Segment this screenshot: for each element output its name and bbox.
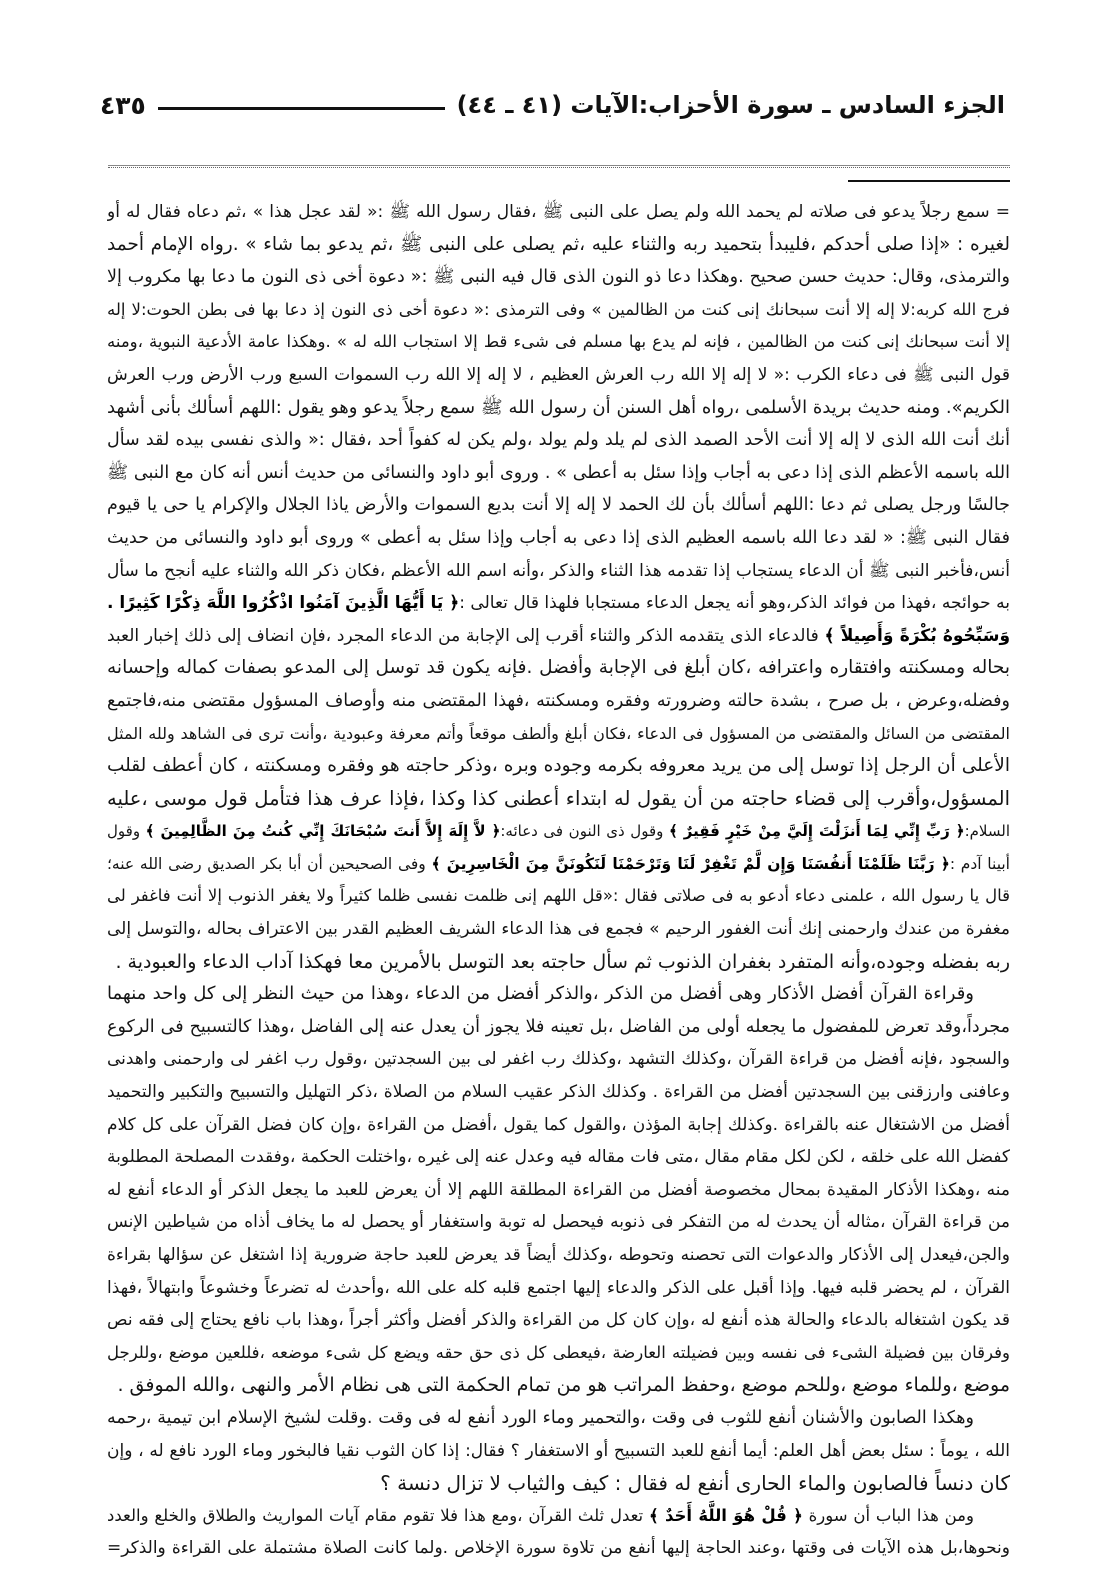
page-number: ٤٣٥	[100, 90, 146, 120]
text-line: ربه بفضله وجوده،وأنه المتفرد بغفران الذنوب ثم سأل حاجته بعد التوسل بالأمرين معا فهكذا آداب الدعاء والعبودية .	[115, 950, 1010, 973]
quran-verse: ﴿ لاَّ إِلَهَ إِلاَّ أَنتَ سُبْحَانَكَ إِنِّي كُنتُ مِنَ الظَّالِمِينَ ﴾	[145, 822, 501, 841]
text-line	[107, 848, 1010, 881]
text-line: مغفرة من عندك وارحمنى إنك أنت الغفور الرحيم » فجمع فى هذا الدعاء الشريف العظيم القدر بين الاعتراف بحاله ،والتوسل إلى	[107, 919, 1010, 940]
text-line: جالسًا ورجل يصلى ثم دعا :اللهم أسألك بأن لك الحمد لا إله إلا أنت بديع السموات والأرض ياذا الجلال والإكرام يا حى يا قيوم	[107, 495, 1010, 516]
text-line: فرج الله كربه:لا إله إلا أنت سبحانك إنى كنت من الظالمين » وفى الترمذى :« دعوة أخى ذى النون إذ دعا بها فى بطن الحوت:لا إله	[107, 299, 1010, 319]
text-line: المقتضى من السائل والمقتضى من المسؤول فى الدعاء ،فكان أبلغ وألطف موقعاً وأتم معرفة وعبودية ،وأنت ترى فى الشاهد ولله المثل	[107, 723, 1010, 743]
text-line: كفضل الله على خلقه ، لكن لكل مقام مقال ،متى فات مقاله فيه وعدل عنه إلى غيره ،واختلت الحكمة ،وفقدت المصلحة المطلوبة	[107, 1147, 1010, 1168]
quran-verse: وَسَبِّحُوهُ بُكْرَةً وَأَصِيلاً ﴾	[824, 625, 1010, 646]
top-rule	[108, 165, 1010, 168]
text-line: الله باسمه الأعظم الذى إذا دعى به أجاب وإذا سئل به أعطى » . وروى أبو داود والنسائى من حديث أنس أنه كان مع النبى ﷺ	[107, 462, 1010, 483]
text-segment: ومن هذا الباب أن سورة	[802, 1505, 974, 1525]
header-rule	[158, 107, 445, 110]
text-line: قد يكون اشتغاله بالدعاء والحالة هذه أنفع له ،وإن كان كل من القراءة والذكر أفضل وأكثر أجراً ،وهذا باب نافع يحتاج إلى فقه نص	[107, 1310, 1010, 1331]
quran-verse: ﴿ رَبِّ إِنِّي لِمَا أَنزَلْتَ إِلَيَّ مِنْ خَيْرٍ فَقِيرٌ ﴾	[668, 822, 965, 841]
text-line: قول النبى ﷺ فى دعاء الكرب :« لا إله إلا الله رب العرش العظيم ، لا إله إلا الله رب السموات السبع ورب الأرض ورب العرش	[107, 364, 1010, 385]
text-line: منه ،وهكذا الأذكار المقيدة بمحال مخصوصة أفضل من القراءة المطلقة اللهم إلا أن يعرض للعبد ما يجعل الذكر أو الدعاء أنفع له	[107, 1179, 1010, 1200]
text-line: كان دنساً فالصابون والماء الحارى أنفع له فقال : كيف والثياب لا تزال دنسة ؟	[380, 1471, 1010, 1496]
text-line: الأعلى أن الرجل إذا توسل إلى من يريد معروفه بكرمه وجوده وبره ،وذكر حاجته هو وفقره ومسكنته ، كان أعطف لقلب	[107, 755, 1010, 777]
running-title: الجزء السادس ـ سورة الأحزاب:الآيات (٤١ ـ ٤٤)	[456, 91, 1005, 119]
text-line: وفضله،وعرض ، بل صرح ، بشدة حالته وضرورته وفقره ومسكنته ،فهذا المقتضى منه وأوصاف المسؤول مقتضى منه،فاجتمع	[107, 690, 1010, 711]
text-line: مجرداً،وقد تعرض للمفضول ما يجعله أولى من الفاضل ،بل تعينه فلا يجوز أن يعدل عنه إلى الفاضل ،وهذا كالتسبيح فى الركوع	[107, 1016, 1010, 1037]
quran-verse: ﴿ قُلْ هُوَ اللَّهُ أَحَدٌ ﴾	[648, 1505, 803, 1525]
text-line	[107, 1500, 1010, 1533]
text-line: فقال النبى ﷺ: « لقد دعا الله باسمه العظيم الذى إذا دعى به أجاب وإذا سئل به أعطى » وروى أبو داود والنسائى من حديث	[107, 527, 1010, 548]
text-line: = سمع رجلاً يدعو فى صلاته لم يحمد الله ولم يصل على النبى ﷺ ،فقال رسول الله ﷺ :« لقد عجل هذا » ،ثم دعاه فقال له أو	[107, 202, 1010, 222]
text-segment: تعدل ثلث القرآن ،ومع هذا فلا تقوم مقام آيات المواريث والطلاق والخلع والعدد	[107, 1505, 649, 1525]
text-line: أنك أنت الله الذى لا إله إلا أنت الأحد الصمد الذى لم يلد ولم يولد ،ولم يكن له كفواً أحد ،فقال :« والذى نفسى بيده لقد سأل	[107, 430, 1010, 451]
text-segment: وفى الصحيحين أن أبا بكر الصديق رضى الله عنه؛	[107, 854, 432, 873]
text-line: إلا أنت سبحانك إنى كنت من الظالمين ، فإنه لم يدع بها مسلم فى شىء قط إلا استجاب الله له » .وهكذا عامة الأدعية النبوية ،ومنه	[107, 332, 1010, 352]
quran-verse: ﴿ يَا أَيُّهَا الَّذِينَ آمَنُوا اذْكُرُوا اللَّهَ ذِكْرًا كَثِيرًا .	[107, 593, 460, 614]
text-line: وهكذا الصابون والأشنان أنفع للثوب فى وقت ،والتحمير وماء الورد أنفع له فى وقت .وقلت لشيخ الإسلام ابن تيمية ،رحمه	[107, 1407, 974, 1428]
text-segment: أبينا آدم :	[949, 854, 1010, 873]
page-header	[100, 84, 1005, 126]
quran-verse: ﴿ رَبَّنَا ظَلَمْنَا أَنفُسَنَا وَإِن لَّمْ تَغْفِرْ لَنَا وَتَرْحَمْنَا لَنَكُونَنَّ مِنَ الْخَاسِرِينَ ﴾	[431, 854, 950, 873]
text-line	[107, 620, 1010, 653]
text-line: المسؤول،وأقرب إلى قضاء حاجته من أن يقول له ابتداء أعطنى كذا وكذا ،فإذا عرف هذا فتأمل قول موسى ،عليه	[107, 786, 1010, 810]
text-line: وقراءة القرآن أفضل الأذكار وهى أفضل من الذكر ،والذكر أفضل من الدعاء ،وهذا من حيث النظر إلى كل واحد منهما	[107, 983, 974, 1005]
text-line	[107, 815, 1010, 848]
text-line: قال يا رسول الله ، علمنى دعاء أدعو به فى صلاتى فقال :«قل اللهم إنى ظلمت نفسى ظلما كثيراً ولا يغفر الذنوب إلا أنت فاغفر لى	[107, 886, 1010, 906]
text-line: والسجود ،فإنه أفضل من قراءة القرآن ،وكذلك التشهد ،وكذلك رب اغفر لى بين السجدتين ،وقول رب اغفر لى وارحمنى واهدنى	[107, 1049, 1010, 1070]
text-line: والترمذى، وقال: حديث حسن صحيح .وهكذا دعا ذو النون الذى قال فيه النبى ﷺ :« دعوة أخى ذى النون ما دعا بها مكروب إلا	[107, 267, 1010, 288]
text-line: الله ، يوماً : سئل بعض أهل العلم: أيما أنفع للعبد التسبيح أو الاستغفار ؟ فقال: إذا كان الثوب نقيا فالبخور وماء الورد نافع له ، وإن	[107, 1440, 1010, 1461]
text-segment: فالدعاء الذى يتقدمه الذكر والثناء أقرب إلى الإجابة من الدعاء المجرد ،فإن انضاف إلى ذلك إخبار العبد	[107, 625, 825, 646]
text-line: وفرقان بين فضيلة الشىء فى نفسه وبين فضيلته العارضة ،فيعطى كل ذى حق حقه ويضع كل شىء موضعه ،فللعين موضع ،وللرجل	[107, 1342, 1010, 1362]
text-segment: وقول	[107, 822, 146, 841]
text-segment: وقول ذى النون فى دعائه:	[500, 822, 669, 841]
text-line: لغيره : «إذا صلى أحدكم ،فليبدأ بتحميد ربه والثناء عليه ،ثم يصلى على النبى ﷺ ،ثم يدعو بما شاء » .رواه الإمام أحمد	[107, 233, 1010, 255]
text-segment: السلام:	[964, 822, 1010, 841]
text-line: موضع ،وللماء موضع ،وللحم موضع ،وحفظ المراتب هو من تمام الحكمة التى هى نظام الأمر والنهى ،والله الموفق .	[117, 1374, 1010, 1397]
text-line: والجن،فيعدل إلى الأذكار والدعوات التى تحصنه وتحوطه ،وكذلك أيضاً قد يعرض للعبد حاجة ضرورية إذا اشتغل عن سؤالها بقراءة	[107, 1245, 1010, 1265]
footnote-separator	[848, 180, 1010, 182]
text-line: القرآن ، لم يحضر قلبه فيها. وإذا أقبل على الذكر والدعاء إليها اجتمع قلبه كله على الله ،وأحدث له تضرعاً وخشوعاً وابتهالاً ،فهذا	[107, 1277, 1010, 1298]
text-line: الكريم». ومنه حديث بريدة الأسلمى ،رواه أهل السنن أن رسول الله ﷺ سمع رجلاً يدعو وهو يقول :اللهم أسألك بأنى أشهد	[107, 396, 1010, 418]
text-line: بحاله ومسكنته وافتقاره واعترافه ،كان أبلغ فى الإجابة وأفضل .فإنه يكون قد توسل إلى المدعو بصفات كماله وإحسانه	[107, 657, 1010, 679]
text-line: أفضل من الاشتغال عنه بالقراءة .وكذلك إجابة المؤذن ،والقول كما يقول ،أفضل من القراءة ،وإن كان فضل القرآن على كل كلام	[107, 1114, 1010, 1135]
text-block	[107, 196, 1010, 1565]
text-line	[107, 587, 1010, 620]
text-line: أنس،فأخبر النبى ﷺ أن الدعاء يستجاب إذا تقدمه هذا الثناء والذكر ،وأنه اسم الله الأعظم ،فكان ذكر الله والثناء عليه أنجح ما سأل	[107, 560, 1010, 581]
text-line: وعافنى وارزقنى بين السجدتين أفضل من القراءة . وكذلك الذكر عقيب السلام من الصلاة ،ذكر التهليل والتسبيح والتكبير والتحميد	[107, 1082, 1010, 1103]
text-line: من قراءة القرآن ،مثاله أن يحدث له من التفكر فى ذنوبه فيحصل له توبة واستغفار أو يحصل له ما يخاف أذاه من شياطين الإنس	[107, 1212, 1010, 1233]
text-line: ونحوها،بل هذه الآيات فى وقتها ،وعند الحاجة إليها أنفع من تلاوة سورة الإخلاص .ولما كانت الصلاة مشتملة على القراءة والذكر=	[107, 1538, 1010, 1559]
text-segment: به حوائجه ،فهذا من فوائد الذكر،وهو أنه يجعل الدعاء مستجابا فلهذا قال تعالى :	[459, 593, 1010, 614]
